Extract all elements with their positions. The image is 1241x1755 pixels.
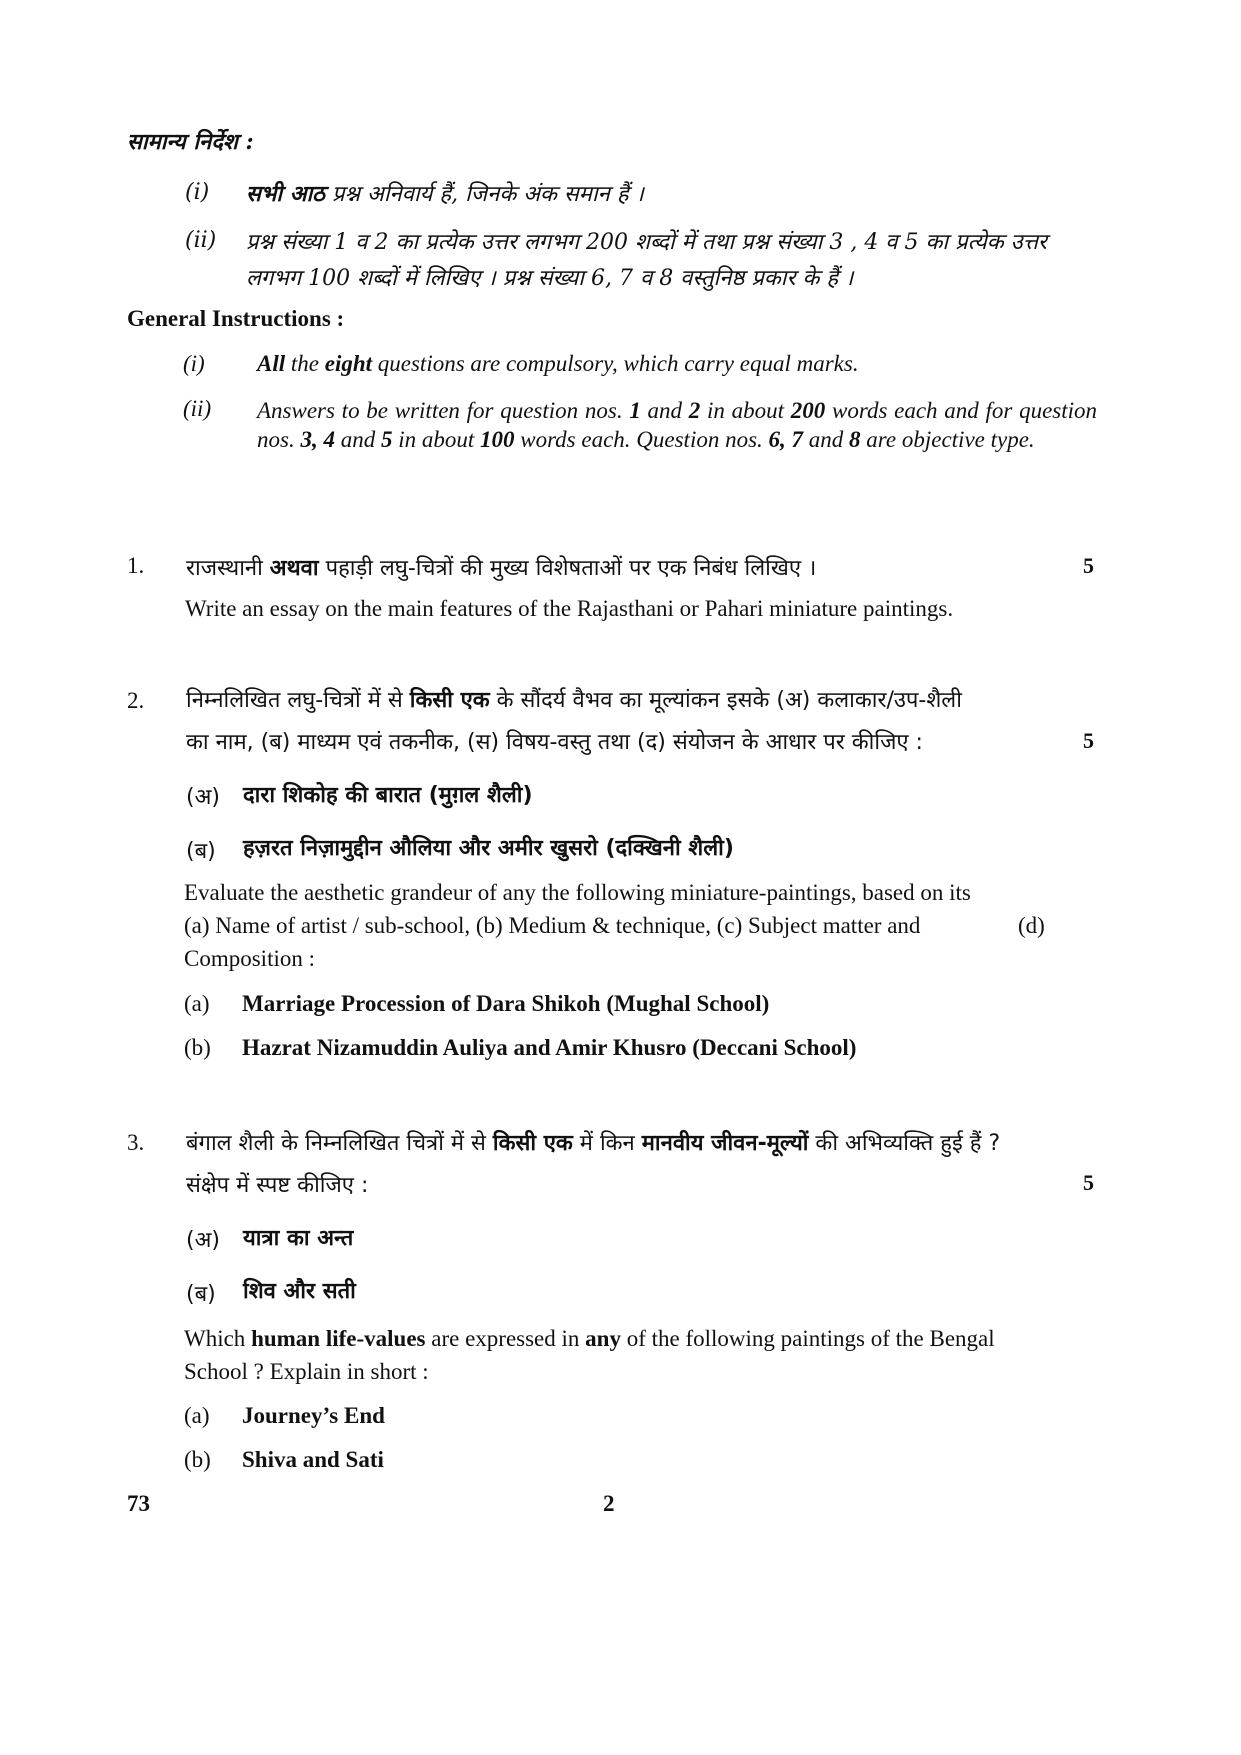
hindi-instruction-rest: प्रश्न अनिवार्य हैं, जिनके अंक समान हैं । xyxy=(324,182,644,207)
q3-hindi-bold: मानवीय जीवन-मूल्यों xyxy=(641,1131,809,1156)
instruction-span: and xyxy=(334,427,381,452)
option-label: (a) xyxy=(184,1403,210,1428)
instruction-span: the xyxy=(285,351,325,376)
q3-hindi-bold: किसी एक xyxy=(492,1131,573,1156)
question-number: 2. xyxy=(127,688,145,713)
question-marks: 5 xyxy=(1083,553,1094,578)
question-number: 3. xyxy=(127,1130,145,1155)
question-2-english-line: (d) xyxy=(1018,913,1045,938)
instruction-span: words each and for question nos. xyxy=(257,398,1098,452)
question-1-english: Write an essay on the main features of the Rajasthani or Pahari miniature paintings. xyxy=(185,596,954,621)
q3-en-bold: human life-values xyxy=(251,1326,426,1351)
hindi-instruction-text xyxy=(246,178,644,208)
option-label: (ब) xyxy=(186,839,216,864)
option-label: (ब) xyxy=(186,1282,216,1307)
option-label: (b) xyxy=(184,1447,211,1472)
option-text: Hazrat Nizamuddin Auliya and Amir Khusro (Deccani School) xyxy=(242,1035,857,1060)
instruction-bold: 100 xyxy=(479,427,515,452)
hindi-instruction-num: (ii) xyxy=(185,228,217,253)
q3-hindi-mid: में किन xyxy=(572,1131,642,1156)
instruction-bold: 3, xyxy=(300,427,318,452)
q3-en-span: of the following paintings of the Bengal xyxy=(620,1326,995,1351)
instruction-bold: 6, xyxy=(768,427,786,452)
option-text: Journey’s End xyxy=(242,1403,385,1428)
hindi-instruction-line: लगभग 100 शब्दों में लिखिए । प्रश्न संख्या 6, 7 व 8 वस्तुनिष्ठ प्रकार के हैं । xyxy=(246,266,854,291)
q1-hindi-pre: राजस्थानी xyxy=(186,556,270,581)
instruction-span: in about xyxy=(700,398,791,423)
question-paper-code: 73 xyxy=(127,1491,150,1516)
instruction-span: words each. Question nos. xyxy=(514,427,769,452)
instruction-span: and xyxy=(803,427,850,452)
option-label: (अ) xyxy=(186,785,220,810)
option-text: दारा शिकोह की बारात (मुग़ल शैली) xyxy=(243,783,533,808)
instruction-text xyxy=(257,351,859,377)
question-marks: 5 xyxy=(1083,1170,1094,1195)
question-3-hindi-line xyxy=(186,1127,1000,1157)
question-2-hindi-line xyxy=(186,684,962,714)
instruction-text xyxy=(257,396,1097,454)
q2-hindi-bold: किसी एक xyxy=(409,688,490,713)
instruction-span: questions are compulsory, which carry equal marks. xyxy=(372,351,859,376)
option-text: शिव और सती xyxy=(243,1279,356,1304)
instruction-bold: eight xyxy=(324,351,373,376)
question-2-english-line: Evaluate the aesthetic grandeur of any the following miniature-paintings, based on its xyxy=(184,880,971,905)
instruction-span: Answers to be written for question nos. xyxy=(257,398,630,423)
option-text: हज़रत निज़ामुद्दीन औलिया और अमीर खुसरो (दक्खिनी शैली) xyxy=(243,836,734,861)
instruction-num: (ii) xyxy=(183,396,212,421)
instruction-span: in about xyxy=(392,427,480,452)
instruction-span: are objective type. xyxy=(860,427,1035,452)
q3-hindi-post: की अभिव्यक्ति हुई हैं ? xyxy=(808,1131,1001,1156)
option-label: (b) xyxy=(184,1035,211,1060)
question-marks: 5 xyxy=(1083,728,1094,753)
instruction-bold: 200 xyxy=(790,398,826,423)
instruction-bold: 1 xyxy=(629,398,641,423)
option-label: (a) xyxy=(184,991,210,1016)
instruction-span: and xyxy=(640,398,689,423)
instruction-num: (i) xyxy=(183,351,205,376)
hindi-instruction-bold: सभी आठ xyxy=(246,181,325,207)
q3-hindi-pre: बंगाल शैली के निम्नलिखित चित्रों में से xyxy=(186,1131,493,1156)
instruction-bold: 4 xyxy=(323,427,335,452)
question-2-english-line: Composition : xyxy=(184,946,315,971)
instruction-bold: 8 xyxy=(849,427,861,452)
question-2-hindi-line: का नाम, (ब) माध्यम एवं तकनीक, (स) विषय-वस्तु तथा (द) संयोजन के आधार पर कीजिए : xyxy=(186,730,923,755)
question-3-hindi-line: संक्षेप में स्पष्ट कीजिए : xyxy=(186,1173,369,1198)
question-2-english-line: (a) Name of artist / sub-school, (b) Medium & technique, (c) Subject matter and xyxy=(184,913,921,938)
instruction-bold: All xyxy=(257,351,286,376)
question-3-english-line xyxy=(184,1326,995,1352)
question-1-hindi xyxy=(186,552,816,582)
q3-en-bold: any xyxy=(585,1326,621,1351)
q1-hindi-post: पहाड़ी लघु-चित्रों की मुख्य विशेषताओं पर एक निबंध लिखिए । xyxy=(318,556,817,581)
option-text: यात्रा का अन्त xyxy=(243,1226,354,1251)
option-text: Shiva and Sati xyxy=(242,1447,384,1472)
hindi-instruction-num: (i) xyxy=(185,180,210,205)
question-number: 1. xyxy=(127,553,145,578)
option-text: Marriage Procession of Dara Shikoh (Mughal School) xyxy=(242,991,770,1016)
page-number: 2 xyxy=(603,1491,615,1516)
instruction-bold: 7 xyxy=(791,427,804,452)
instruction-bold: 2 xyxy=(688,398,701,423)
q2-hindi-pre: निम्नलिखित लघु-चित्रों में से xyxy=(186,688,410,713)
q1-hindi-bold: अथवा xyxy=(269,556,319,581)
q3-en-span: are expressed in xyxy=(425,1326,586,1351)
general-instructions-heading: General Instructions : xyxy=(127,306,345,331)
question-3-english-line: School ? Explain in short : xyxy=(184,1359,429,1384)
option-label: (अ) xyxy=(186,1228,220,1253)
hindi-instructions-heading: सामान्य निर्देश : xyxy=(127,129,254,155)
q2-hindi-post: के सौंदर्य वैभव का मूल्यांकन इसके (अ) कलाकार/उप-शैली xyxy=(489,688,962,713)
instruction-bold: 5 xyxy=(380,427,393,452)
q3-en-span: Which xyxy=(184,1326,252,1351)
hindi-instruction-line: प्रश्न संख्या 1 व 2 का प्रत्येक उत्तर लगभग 200 शब्दों में तथा प्रश्न संख्या 3 , 4 व 5 का प्रत्येक उत्तर xyxy=(246,230,1047,255)
